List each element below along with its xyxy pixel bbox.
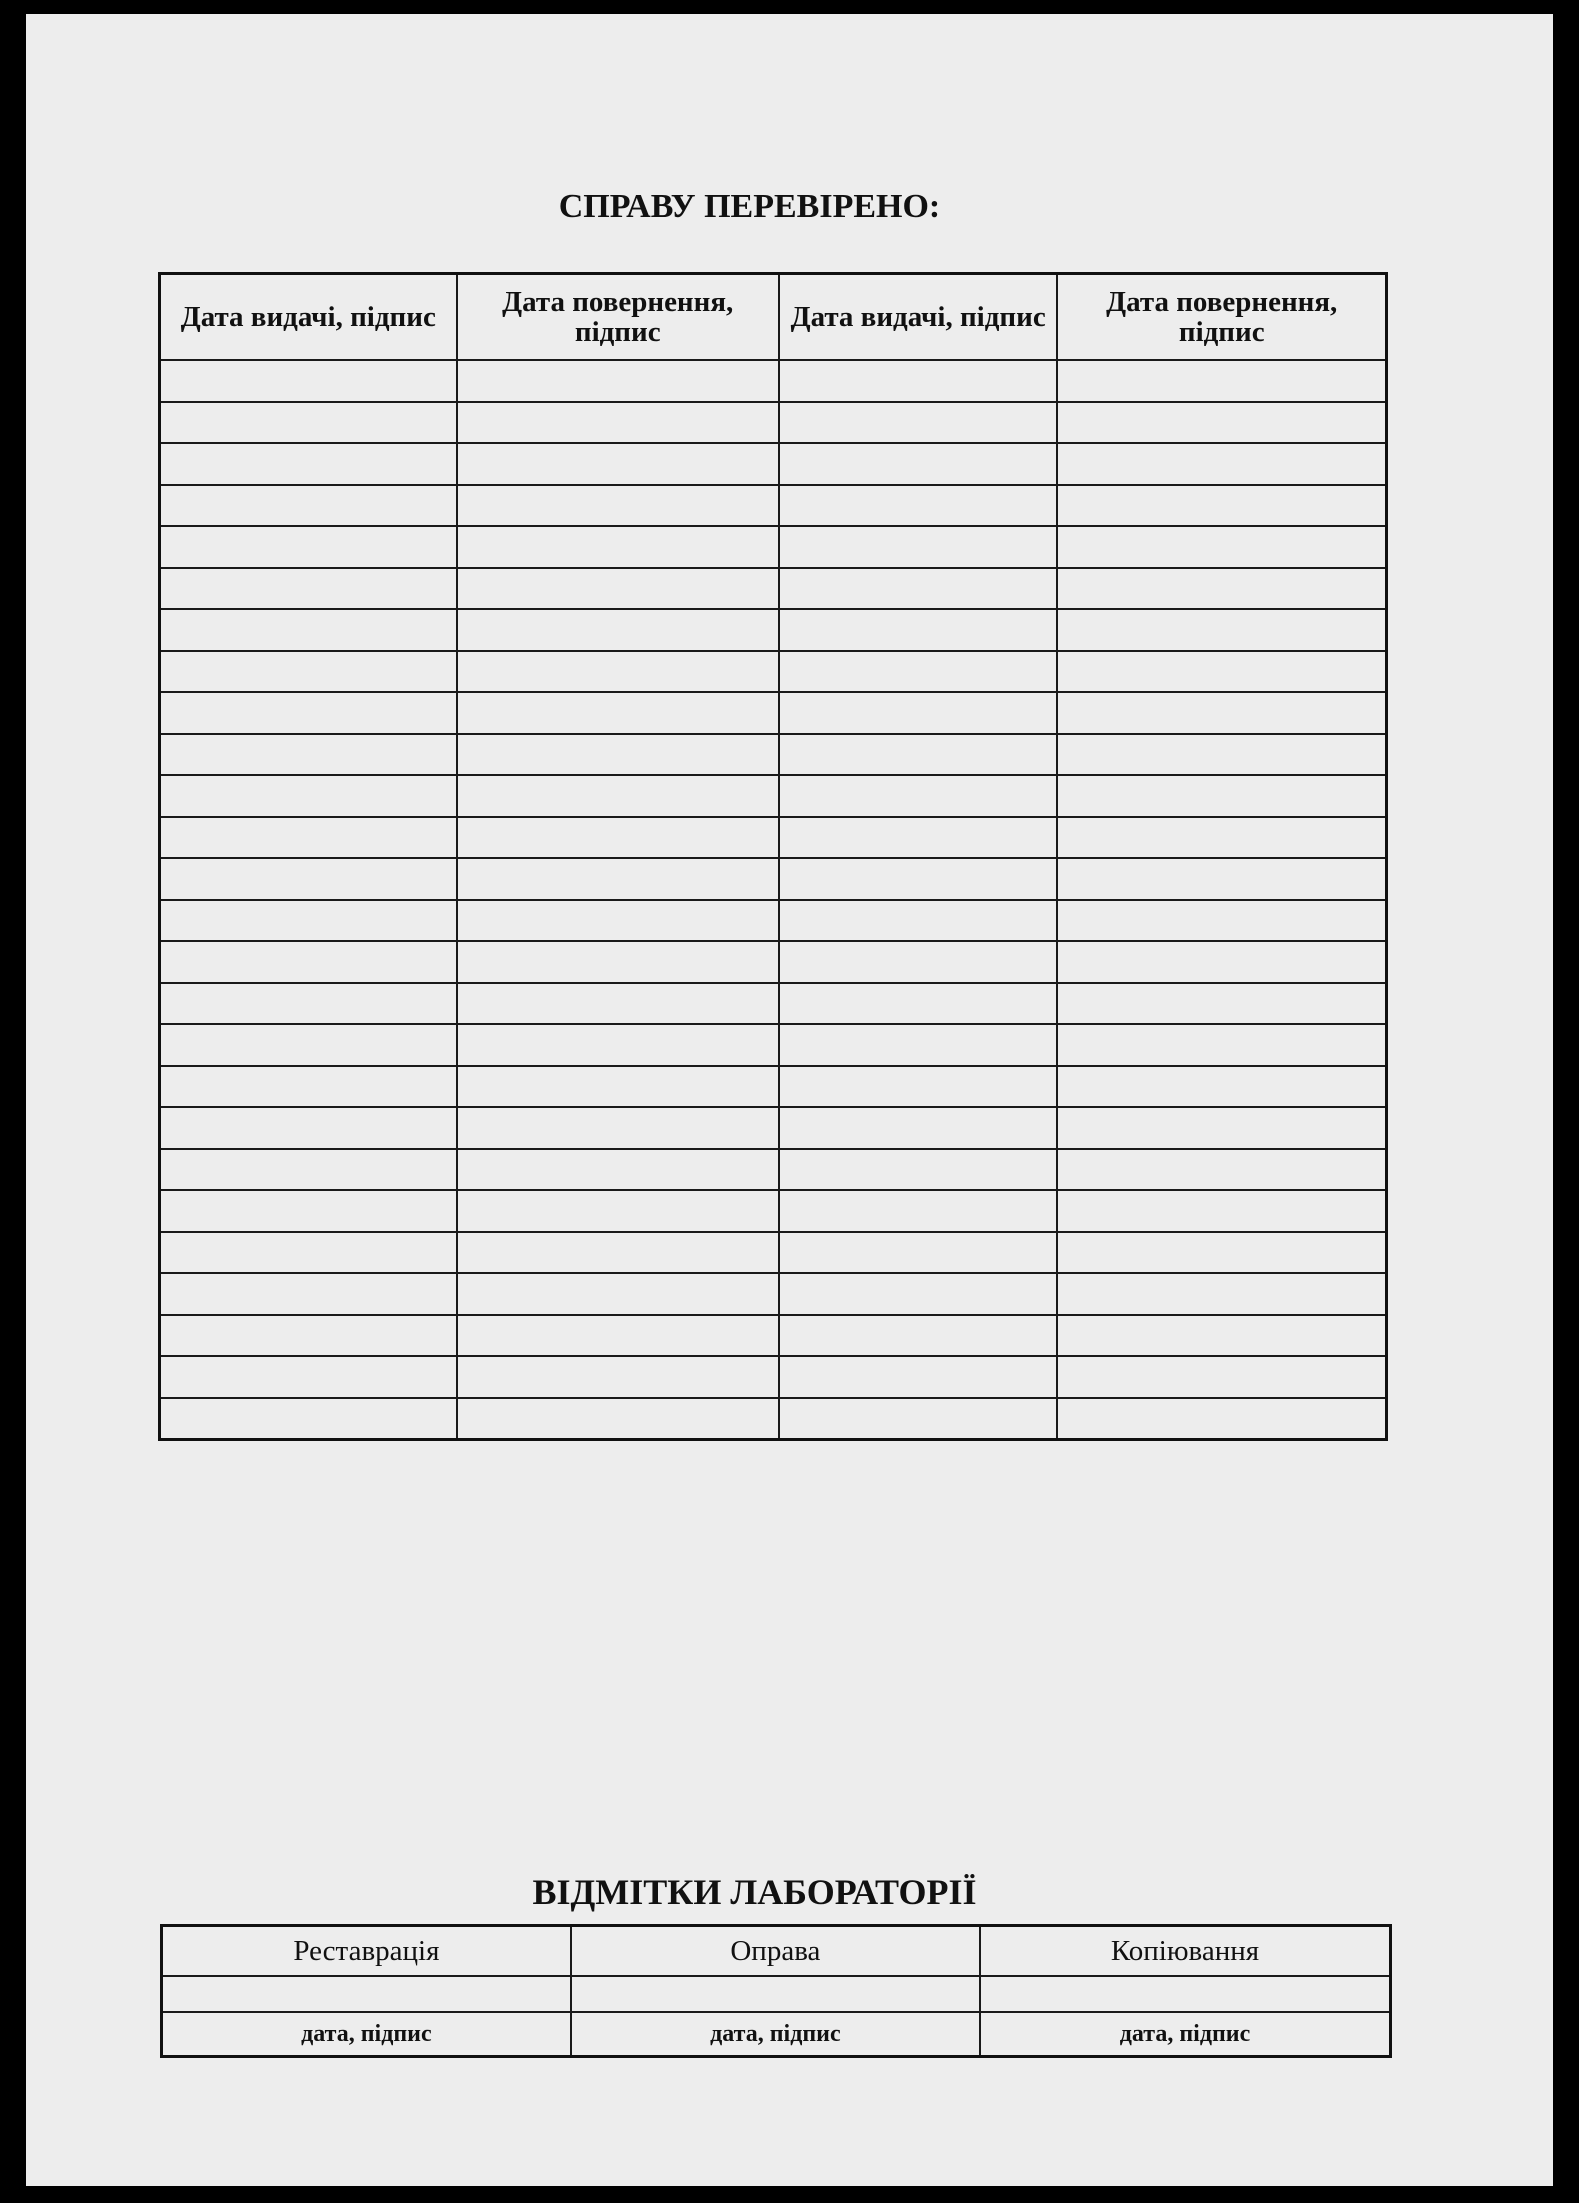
checks-cell: [160, 1024, 457, 1066]
checks-cell: [1057, 651, 1386, 693]
checks-row: [160, 651, 1387, 693]
checks-row: [160, 775, 1387, 817]
checks-cell: [779, 402, 1058, 444]
checks-cell: [779, 858, 1058, 900]
checks-cell: [457, 443, 779, 485]
checks-cell: [779, 983, 1058, 1025]
checks-cell: [160, 360, 457, 402]
checks-cell: [779, 609, 1058, 651]
checks-row: [160, 1066, 1387, 1108]
checks-cell: [779, 1356, 1058, 1398]
checks-row: [160, 941, 1387, 983]
checks-cell: [1057, 402, 1386, 444]
checks-cell: [1057, 609, 1386, 651]
checks-cell: [160, 1356, 457, 1398]
header-issue-date-1: Дата видачі, підпис: [160, 274, 457, 361]
checks-cell: [1057, 941, 1386, 983]
checks-cell: [1057, 775, 1386, 817]
checks-cell: [1057, 1232, 1386, 1274]
checks-cell: [160, 900, 457, 942]
checks-cell: [457, 692, 779, 734]
checks-row: [160, 443, 1387, 485]
checks-cell: [457, 1190, 779, 1232]
checks-cell: [160, 1398, 457, 1440]
checks-cell: [160, 1107, 457, 1149]
checks-row: [160, 1398, 1387, 1440]
checks-cell: [1057, 485, 1386, 527]
header-issue-date-2: Дата видачі, підпис: [779, 274, 1058, 361]
checks-cell: [457, 1273, 779, 1315]
checks-cell: [1057, 1398, 1386, 1440]
checks-cell: [779, 1398, 1058, 1440]
lab-blank-row: [162, 1976, 1391, 2012]
checks-cell: [1057, 858, 1386, 900]
checks-cell: [457, 1107, 779, 1149]
checks-cell: [1057, 1149, 1386, 1191]
checks-cell: [1057, 360, 1386, 402]
checks-cell: [457, 402, 779, 444]
checks-cell: [457, 1066, 779, 1108]
checks-cell: [1057, 1190, 1386, 1232]
checks-row: [160, 360, 1387, 402]
binding-cell: [571, 1976, 980, 2012]
lab-signature-row: [162, 2012, 1391, 2057]
checks-cell: [1057, 568, 1386, 610]
checks-cell: [779, 692, 1058, 734]
checks-cell: [160, 651, 457, 693]
checks-cell: [1057, 1273, 1386, 1315]
checks-cell: [1057, 983, 1386, 1025]
checks-cell: [779, 1024, 1058, 1066]
checks-row: [160, 526, 1387, 568]
checks-cell: [779, 526, 1058, 568]
checks-cell: [779, 1107, 1058, 1149]
checks-row: [160, 1149, 1387, 1191]
checks-cell: [457, 609, 779, 651]
checks-row: [160, 609, 1387, 651]
checks-cell: [160, 817, 457, 859]
checks-cell: [457, 1149, 779, 1191]
copying-cell: [980, 1976, 1391, 2012]
checks-cell: [160, 1315, 457, 1357]
checks-cell: [1057, 817, 1386, 859]
checks-cell: [779, 1149, 1058, 1191]
checks-cell: [457, 775, 779, 817]
checks-header-row: [160, 274, 1387, 361]
checks-row: [160, 1190, 1387, 1232]
checks-cell: [457, 1024, 779, 1066]
checks-cell: [779, 734, 1058, 776]
checks-row: [160, 858, 1387, 900]
checks-cell: [1057, 1107, 1386, 1149]
checks-cell: [160, 526, 457, 568]
checks-cell: [160, 402, 457, 444]
checks-cell: [457, 1232, 779, 1274]
checks-cell: [1057, 1356, 1386, 1398]
checks-cell: [779, 941, 1058, 983]
checks-row: [160, 900, 1387, 942]
checks-cell: [160, 1232, 457, 1274]
checks-cell: [160, 941, 457, 983]
checks-cell: [160, 443, 457, 485]
checks-cell: [160, 1273, 457, 1315]
checks-cell: [1057, 734, 1386, 776]
checks-cell: [160, 609, 457, 651]
checks-cell: [160, 775, 457, 817]
lab-header-row: [162, 1926, 1391, 1977]
document-page: [26, 14, 1553, 2186]
checks-cell: [779, 1190, 1058, 1232]
checks-cell: [160, 858, 457, 900]
checks-row: [160, 1315, 1387, 1357]
checks-cell: [779, 1232, 1058, 1274]
checks-cell: [1057, 900, 1386, 942]
checks-row: [160, 1356, 1387, 1398]
checks-cell: [779, 1066, 1058, 1108]
header-restoration: Реставрація: [162, 1926, 571, 1977]
checks-cell: [160, 1066, 457, 1108]
checks-cell: [779, 360, 1058, 402]
checks-cell: [160, 568, 457, 610]
checks-cell: [779, 775, 1058, 817]
checks-cell: [457, 734, 779, 776]
checks-row: [160, 402, 1387, 444]
checks-body: [160, 360, 1387, 1440]
checks-cell: [779, 443, 1058, 485]
checks-cell: [1057, 1066, 1386, 1108]
checks-cell: [457, 900, 779, 942]
checks-cell: [457, 1356, 779, 1398]
checks-row: [160, 1024, 1387, 1066]
checks-cell: [160, 1190, 457, 1232]
checks-row: [160, 692, 1387, 734]
checks-cell: [779, 651, 1058, 693]
checks-table: [158, 272, 1388, 1441]
checks-cell: [457, 1315, 779, 1357]
header-copying: Копіювання: [980, 1926, 1391, 1977]
checks-cell: [457, 651, 779, 693]
checks-row: [160, 1232, 1387, 1274]
checks-cell: [457, 485, 779, 527]
lab-table: [160, 1924, 1392, 2058]
binding-signature: дата, підпис: [571, 2012, 980, 2057]
checks-cell: [779, 1273, 1058, 1315]
checks-cell: [160, 734, 457, 776]
checks-cell: [779, 1315, 1058, 1357]
checks-cell: [160, 485, 457, 527]
checks-cell: [457, 526, 779, 568]
checks-cell: [160, 983, 457, 1025]
lab-title: ВІДМІТКИ ЛАБОРАТОРІЇ: [532, 1872, 977, 1912]
checks-row: [160, 485, 1387, 527]
checks-cell: [1057, 692, 1386, 734]
checks-cell: [457, 983, 779, 1025]
checks-cell: [1057, 1024, 1386, 1066]
checks-row: [160, 817, 1387, 859]
checks-row: [160, 983, 1387, 1025]
checks-cell: [457, 568, 779, 610]
checks-cell: [1057, 526, 1386, 568]
header-return-date-2: Дата повернення, підпис: [1057, 274, 1386, 361]
checks-cell: [160, 692, 457, 734]
header-binding: Оправа: [571, 1926, 980, 1977]
checks-cell: [1057, 1315, 1386, 1357]
restoration-signature: дата, підпис: [162, 2012, 571, 2057]
checks-cell: [457, 1398, 779, 1440]
checks-row: [160, 1273, 1387, 1315]
checks-cell: [457, 858, 779, 900]
checks-cell: [457, 941, 779, 983]
checks-cell: [779, 485, 1058, 527]
checks-row: [160, 1107, 1387, 1149]
checks-cell: [457, 360, 779, 402]
restoration-cell: [162, 1976, 571, 2012]
checks-cell: [1057, 443, 1386, 485]
checks-cell: [160, 1149, 457, 1191]
checks-row: [160, 734, 1387, 776]
checks-cell: [457, 817, 779, 859]
checks-cell: [779, 568, 1058, 610]
header-return-date-1: Дата повернення, підпис: [457, 274, 779, 361]
checks-row: [160, 568, 1387, 610]
checks-cell: [779, 900, 1058, 942]
copying-signature: дата, підпис: [980, 2012, 1391, 2057]
checks-title: СПРАВУ ПЕРЕВІРЕНО:: [558, 188, 941, 225]
checks-cell: [779, 817, 1058, 859]
